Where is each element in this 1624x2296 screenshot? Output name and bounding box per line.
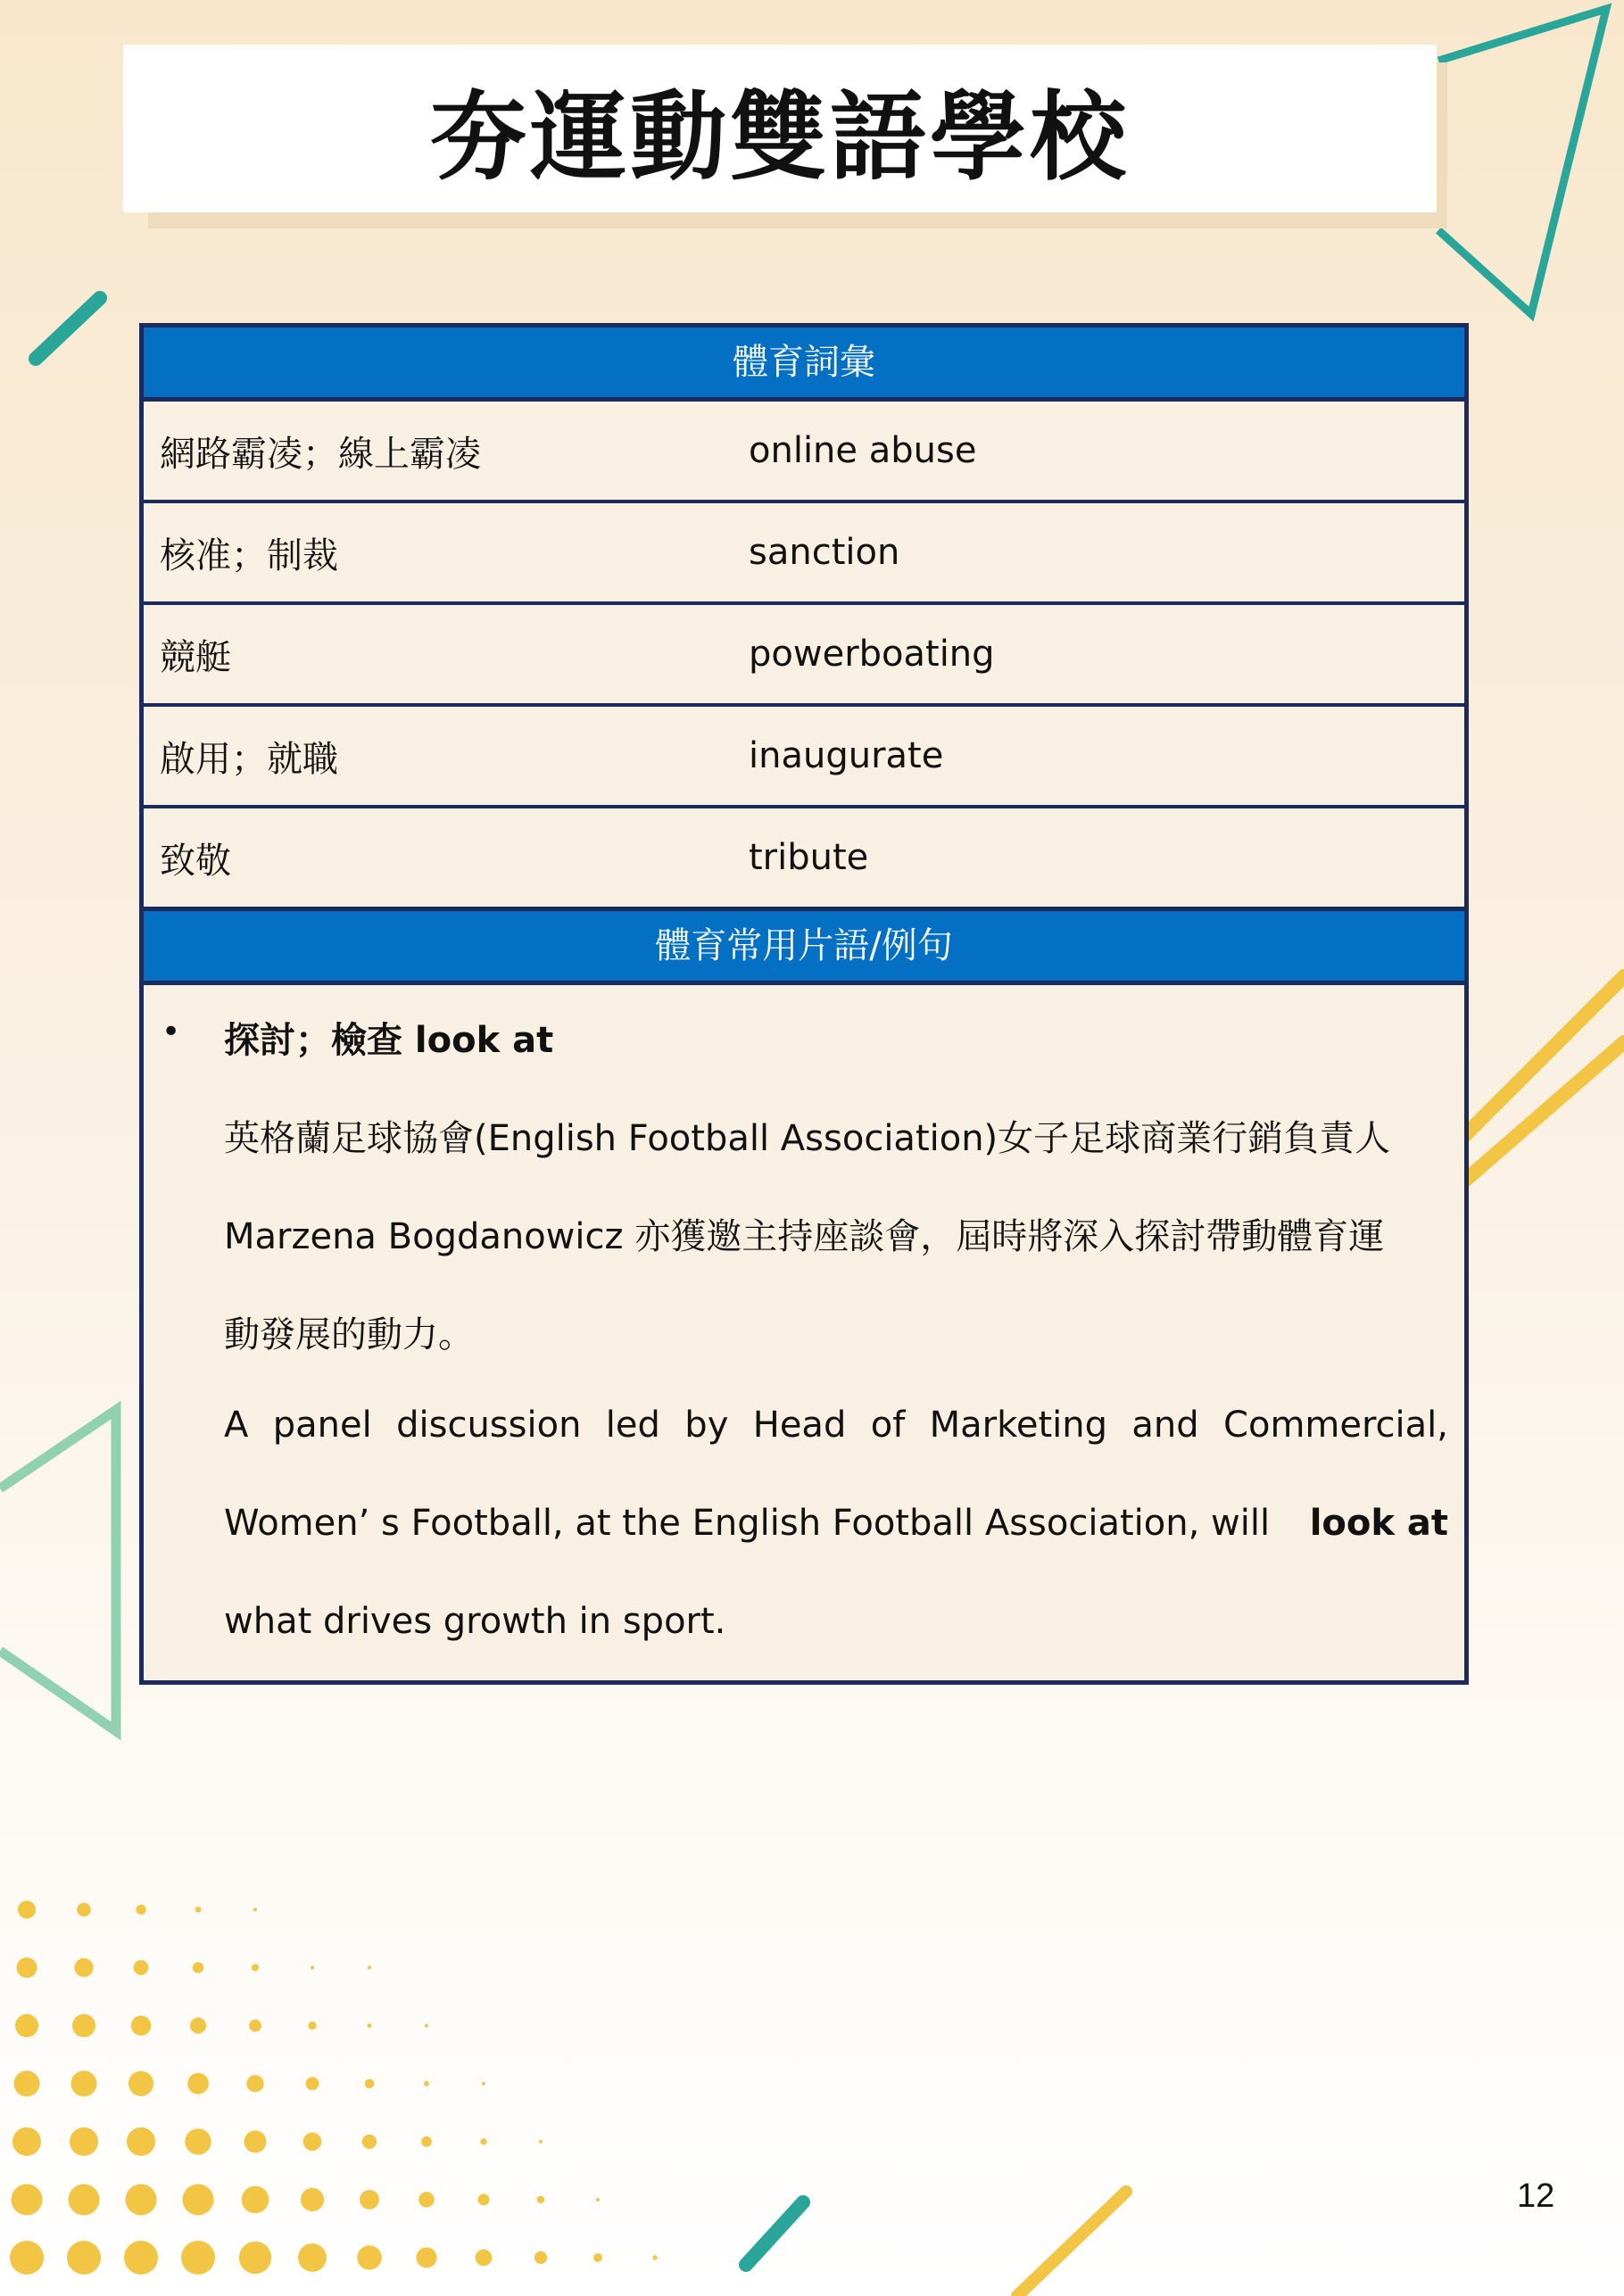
phrase-en-line-with-term — [224, 1503, 1448, 1544]
halftone-dot — [239, 2242, 271, 2274]
halftone-dot — [18, 1901, 36, 1919]
halftone-dot — [537, 2196, 545, 2204]
vocab-english: tribute — [749, 837, 869, 878]
halftone-dot — [424, 2081, 429, 2086]
halftone-dot — [124, 2241, 158, 2275]
phrase-zh-line: 英格蘭足球協會(English Football Association)女子足球商業行銷負責人 — [224, 1118, 1391, 1159]
phrase-zh-line: 動發展的動力。 — [224, 1314, 474, 1355]
halftone-dot — [652, 2255, 657, 2259]
vocabulary-table — [139, 323, 1469, 1685]
halftone-dot — [249, 2019, 261, 2032]
halftone-dot — [244, 2131, 267, 2153]
halftone-dot — [72, 2014, 95, 2037]
halftone-dot — [478, 2194, 490, 2206]
halftone-dot — [301, 2188, 324, 2211]
halftone-dot — [311, 1966, 314, 1969]
vocab-row — [144, 402, 1464, 503]
yellow-line-bottom — [1017, 2192, 1126, 2296]
halftone-dot-pattern — [10, 1901, 658, 2275]
phrase-en-line: A panel discussion led by Head of Marketing and Commercial, — [224, 1405, 1448, 1446]
halftone-dot — [185, 2128, 211, 2154]
halftone-dot — [357, 2245, 381, 2269]
teal-dash-top-left — [36, 298, 100, 359]
halftone-dot — [476, 2250, 493, 2267]
halftone-dot — [480, 2138, 486, 2144]
page-title: 夯運動雙語學校 — [429, 81, 1130, 194]
vocab-chinese: 競艇 — [160, 636, 231, 678]
halftone-dot — [195, 1907, 202, 1913]
halftone-dot — [67, 2241, 101, 2275]
halftone-dot — [12, 2184, 43, 2216]
halftone-dot — [126, 2184, 157, 2216]
halftone-dot — [74, 1958, 93, 1977]
halftone-dot — [360, 2190, 379, 2209]
vocab-row — [144, 707, 1464, 808]
halftone-dot — [252, 1964, 259, 1971]
halftone-dot — [15, 2014, 38, 2037]
phrase-en-bold-term: look at — [1309, 1503, 1448, 1544]
halftone-dot — [12, 2127, 41, 2156]
halftone-dot — [134, 1960, 149, 1976]
bullet-point: • — [162, 1014, 181, 1050]
halftone-dot — [14, 2071, 40, 2097]
vocab-english: powerboating — [749, 634, 995, 675]
halftone-dot — [136, 1904, 145, 1914]
halftone-dot — [368, 1966, 371, 1969]
phrase-en-text: Women’ s Football, at the English Football Association, will — [224, 1503, 1271, 1544]
halftone-dot — [193, 1962, 203, 1973]
halftone-dot — [69, 2184, 100, 2216]
halftone-dot — [534, 2251, 547, 2264]
vocab-english: inaugurate — [749, 735, 944, 776]
halftone-dot — [425, 2024, 428, 2027]
vocab-row — [144, 503, 1464, 605]
halftone-dot — [181, 2241, 215, 2275]
halftone-dot — [421, 2136, 432, 2147]
vocab-header: 體育詞彙 — [144, 327, 1464, 402]
halftone-dot — [362, 2134, 377, 2149]
halftone-dot — [416, 2247, 436, 2267]
halftone-dot — [183, 2184, 214, 2216]
phrase-en-line: what drives growth in sport. — [224, 1601, 726, 1642]
vocab-chinese: 核准；制裁 — [160, 535, 338, 576]
title-banner — [123, 45, 1437, 212]
halftone-dot — [306, 2077, 319, 2091]
halftone-dot — [596, 2198, 600, 2201]
teal-triangle-outline — [1438, 9, 1606, 314]
vocab-row — [144, 808, 1464, 907]
halftone-dot — [77, 1902, 91, 1917]
halftone-dot — [187, 2073, 209, 2094]
vocab-row — [144, 605, 1464, 707]
halftone-dot — [10, 2241, 44, 2275]
phrase-term: 探討；檢查 look at — [224, 1020, 554, 1061]
vocab-english: sanction — [749, 532, 900, 573]
halftone-dot — [246, 2075, 263, 2092]
vocab-chinese: 網路霸凌；線上霸凌 — [160, 433, 481, 475]
halftone-dot — [593, 2253, 602, 2262]
halftone-dot — [242, 2186, 269, 2214]
halftone-dot — [368, 2024, 372, 2028]
page-number: 12 — [1517, 2177, 1555, 2215]
halftone-dot — [127, 2127, 155, 2156]
halftone-dot — [190, 2018, 206, 2034]
halftone-dot — [539, 2140, 543, 2143]
vocab-chinese: 啟用；就職 — [160, 738, 338, 780]
vocab-chinese: 致敬 — [160, 840, 231, 882]
halftone-dot — [17, 1958, 37, 1978]
phrase-zh-line: Marzena Bogdanowicz 亦獲邀主持座談會，屆時將深入探討帶動體育運 — [224, 1216, 1385, 1257]
phrases-header: 體育常用片語/例句 — [144, 907, 1464, 985]
halftone-dot — [308, 2021, 316, 2029]
halftone-dot — [253, 1908, 257, 1911]
halftone-dot — [418, 2192, 434, 2207]
teal-dash-bottom — [746, 2202, 803, 2265]
halftone-dot — [70, 2127, 98, 2156]
halftone-dot — [365, 2079, 375, 2089]
halftone-dot — [482, 2082, 485, 2085]
halftone-dot — [131, 2016, 151, 2035]
halftone-dot — [128, 2071, 153, 2096]
vocab-english: online abuse — [749, 430, 977, 471]
halftone-dot — [71, 2071, 97, 2097]
halftone-dot — [298, 2243, 327, 2272]
mint-triangle-outline — [0, 1410, 116, 1731]
halftone-dot — [303, 2133, 322, 2151]
